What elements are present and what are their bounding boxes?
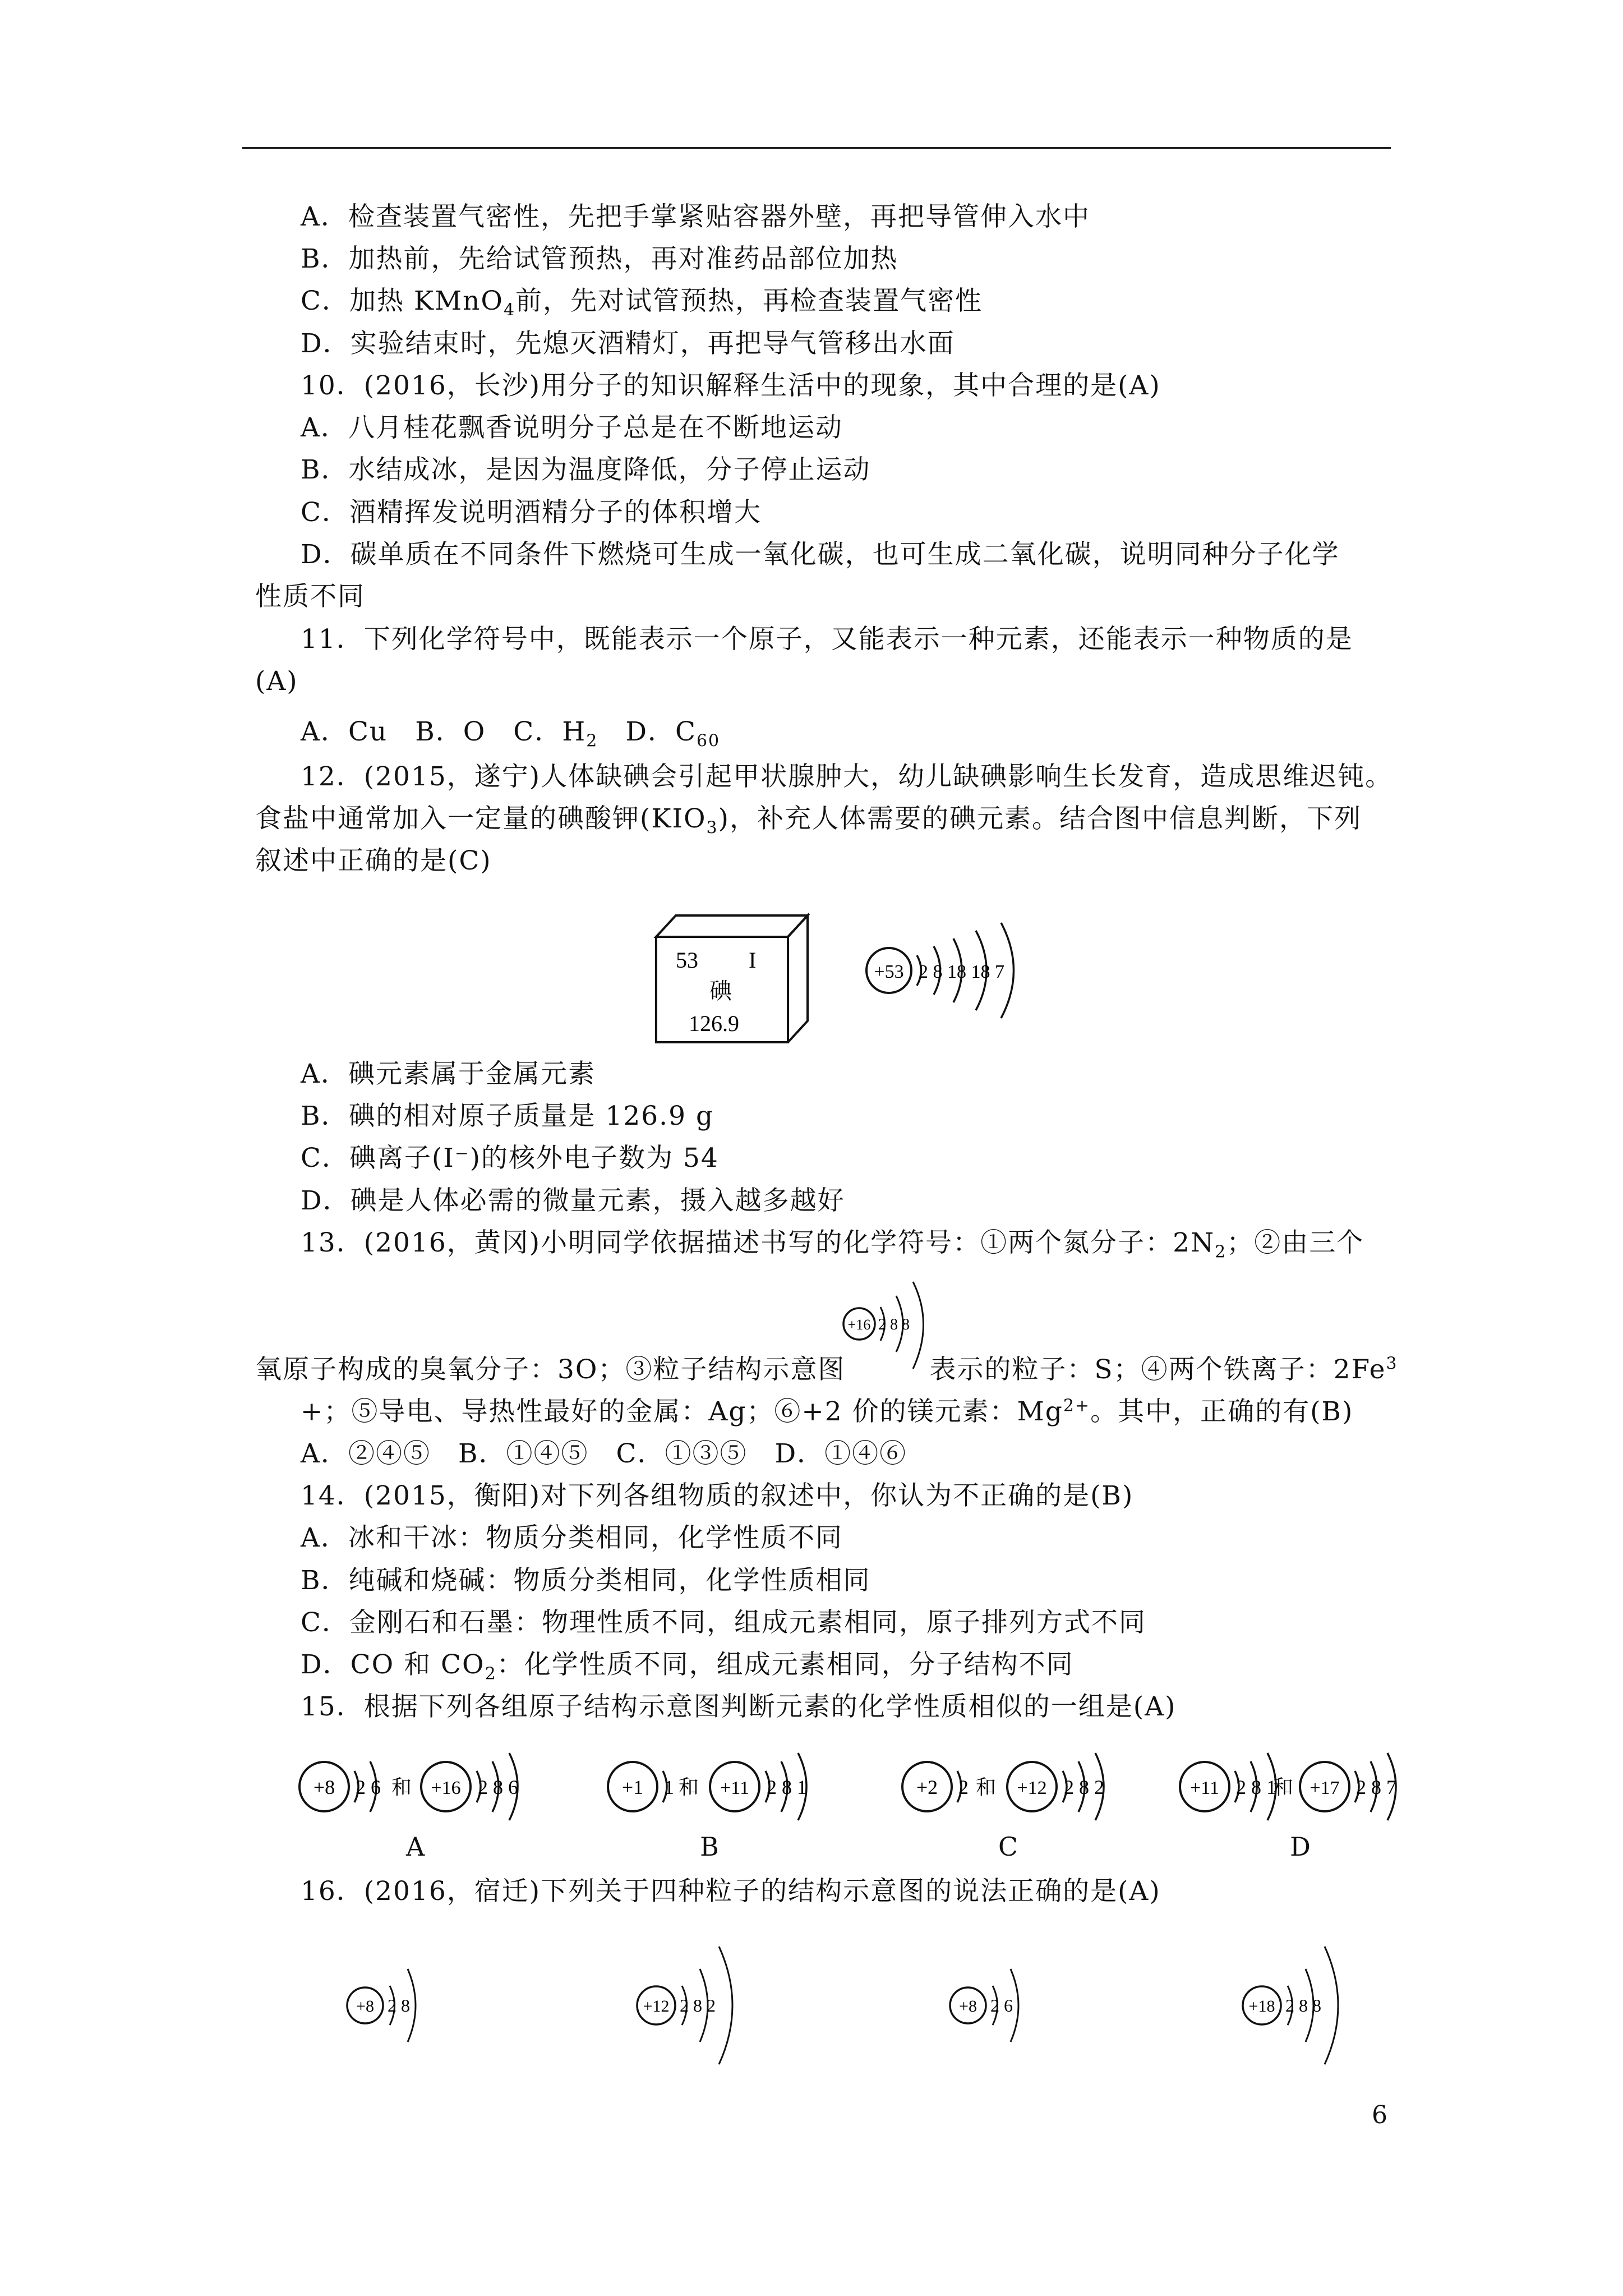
q15-b-and: 和: [679, 1776, 699, 1798]
q14-option-b: B．纯碱和烧碱：物质分类相同，化学性质相同: [301, 1565, 871, 1596]
q15-a-right-shells: 2 8 6: [478, 1776, 518, 1798]
q15-a-and: 和: [391, 1776, 412, 1798]
q15-d-right-nucleus: +17: [1310, 1778, 1340, 1798]
element-mass: 126.9: [689, 1011, 739, 1036]
q14-option-d: D．CO 和 $CO_2$：化学性质不同，组成元素相同，分子结构不同: [301, 1649, 1074, 1684]
q12-option-d: D．碘是人体必需的微量元素，摄入越多越好: [301, 1185, 845, 1216]
q10-option-c: C．酒精挥发说明酒精分子的体积增大: [301, 497, 762, 528]
q15-group-c: [900, 1747, 1136, 1834]
element-name: 碘: [709, 978, 732, 1004]
q13-options: A．②④⑤ B．①④⑤ C．①③⑤ D．①④⑥: [301, 1438, 907, 1469]
q16-p3-nucleus: +8: [959, 1997, 977, 2016]
q15-c-right-shells: 2 8 2: [1064, 1776, 1104, 1798]
q15-a-right-nucleus: +16: [431, 1778, 461, 1798]
q12-stem-line1: 12．(2015，遂宁)人体缺碘会引起甲状腺肿大，幼儿缺碘影响生长发育，造成思维迟钝。: [301, 761, 1393, 792]
sulfur-shells: 2 8 8: [878, 1316, 910, 1333]
q15-label-b: B: [700, 1832, 720, 1862]
iodine-nucleus: +53: [874, 961, 904, 982]
q16-p2-shells: 2 8 2: [680, 1995, 716, 2016]
q15-d-left-shells: 2 8 1: [1236, 1776, 1276, 1798]
q15-b-right-nucleus: +11: [720, 1778, 749, 1798]
q15-b-right-shells: 2 8 1: [767, 1776, 807, 1798]
q9-option-a: A．检查装置气密性，先把手掌紧贴容器外壁，再把导管伸入水中: [301, 201, 1090, 232]
q13-stem-line3: +；⑤导电、导热性最好的金属：Ag；⑥+2 价的镁元素：$Mg^{2+}$。其中，正确的有(B): [301, 1396, 1354, 1427]
q15-c-left-nucleus: +2: [916, 1776, 938, 1798]
q12-option-a: A．碘元素属于金属元素: [301, 1059, 596, 1089]
q15-d-left-nucleus: +11: [1190, 1778, 1219, 1798]
q11-options: A．Cu B．O C．$H_2$ D．$C_{60}$: [301, 716, 721, 751]
element-symbol: I: [749, 947, 757, 973]
q16-particle-1: [345, 1941, 457, 2078]
q16-particle-3: [948, 1941, 1060, 2078]
q12-option-c: C．碘离子(I⁻)的核外电子数为 54: [301, 1143, 719, 1174]
q9-option-c: C．加热 KMnO$_4$前，先对试管预热，再检查装置气密性: [301, 286, 983, 320]
element-atomic-number: 53: [676, 947, 698, 973]
q10-option-d-line2: 性质不同: [255, 581, 365, 612]
q15-label-d: D: [1290, 1832, 1312, 1862]
iodine-shells: 2 8 18 18 7: [919, 961, 1004, 982]
q15-stem: 15．根据下列各组原子结构示意图判断元素的化学性质相似的一组是(A): [301, 1691, 1177, 1722]
q16-p4-shells: 2 8 8: [1285, 1995, 1321, 2016]
q10-option-a: A．八月桂花飘香说明分子总是在不断地运动: [301, 412, 843, 443]
q13-stem-line2: 氧原子构成的臭氧分子：3O；③粒子结构示意图 表示的粒子：S；④两个铁离子：2Fe$^3$: [255, 1354, 1398, 1385]
q10-option-b: B．水结成冰，是因为温度降低，分子停止运动: [301, 454, 871, 485]
q9-option-d: D．实验结束时，先熄灭酒精灯，再把导气管移出水面: [301, 328, 955, 359]
q15-b-left-nucleus: +1: [621, 1776, 644, 1798]
page-number: 6: [1372, 2101, 1387, 2129]
q11-stem-line1: 11．下列化学符号中，既能表示一个原子，又能表示一种元素，还能表示一种物质的是: [301, 624, 1353, 655]
q16-particle-4: [1239, 1930, 1374, 2083]
q15-d-and: 和: [1273, 1776, 1294, 1798]
q12-stem-line3: 叙述中正确的是(C): [255, 845, 492, 876]
iodine-atom-diagram: [864, 906, 1043, 1037]
q14-stem: 14．(2015，衡阳)对下列各组物质的叙述中，你认为不正确的是(B): [301, 1480, 1134, 1511]
q14-option-c: C．金刚石和石墨：物理性质不同，组成元素相同，原子排列方式不同: [301, 1607, 1146, 1638]
iodine-element-card: [651, 909, 819, 1046]
q15-group-b: [606, 1747, 841, 1834]
q15-label-a: A: [406, 1832, 426, 1862]
q15-label-c: C: [998, 1832, 1020, 1862]
q15-a-left-nucleus: +8: [313, 1776, 335, 1798]
q16-particle-2: [634, 1930, 768, 2083]
q15-c-left-shells: 2: [958, 1776, 969, 1798]
q15-b-left-shells: 1: [664, 1776, 674, 1798]
q15-c-and: 和: [976, 1776, 997, 1798]
q10-option-d-line1: D．碳单质在不同条件下燃烧可生成一氧化碳，也可生成二氧化碳，说明同种分子化学: [301, 539, 1340, 570]
q11-stem-line2: (A): [255, 666, 298, 697]
q15-d-right-shells: 2 8 7: [1356, 1776, 1396, 1798]
q12-stem-line2: 食盐中通常加入一定量的碘酸钾$(KIO_3)$，补充人体需要的碘元素。结合图中信息判断，下列: [255, 803, 1362, 838]
q13-stem-line1: 13．(2016，黄冈)小明同学依据描述书写的化学符号：①两个氮分子：$2N_2$；②由三个: [301, 1227, 1364, 1262]
q16-stem: 16．(2016，宿迁)下列关于四种粒子的结构示意图的说法正确的是(A): [301, 1876, 1161, 1907]
q16-p2-nucleus: +12: [643, 1997, 670, 2016]
sulfur-nucleus: +16: [847, 1317, 871, 1333]
q15-c-right-nucleus: +12: [1017, 1778, 1047, 1798]
q16-p3-shells: 2 6: [990, 1995, 1013, 2016]
q15-a-left-shells: 2 6: [356, 1776, 381, 1798]
q15-group-d: [1178, 1747, 1424, 1834]
q16-p1-shells: 2 8: [388, 1995, 410, 2016]
q12-option-b: B．碘的相对原子质量是 126.9 g: [301, 1101, 714, 1131]
q15-group-a: [297, 1747, 561, 1834]
q16-p4-nucleus: +18: [1248, 1997, 1275, 2016]
q9-option-b: B．加热前，先给试管预热，再对准药品部位加热: [301, 243, 898, 274]
q14-option-a: A．冰和干冰：物质分类相同，化学性质不同: [301, 1522, 843, 1553]
q10-stem: 10．(2016，长沙)用分子的知识解释生活中的现象，其中合理的是(A): [301, 370, 1161, 401]
header-rule: [242, 147, 1391, 149]
q16-p1-nucleus: +8: [356, 1997, 374, 2016]
